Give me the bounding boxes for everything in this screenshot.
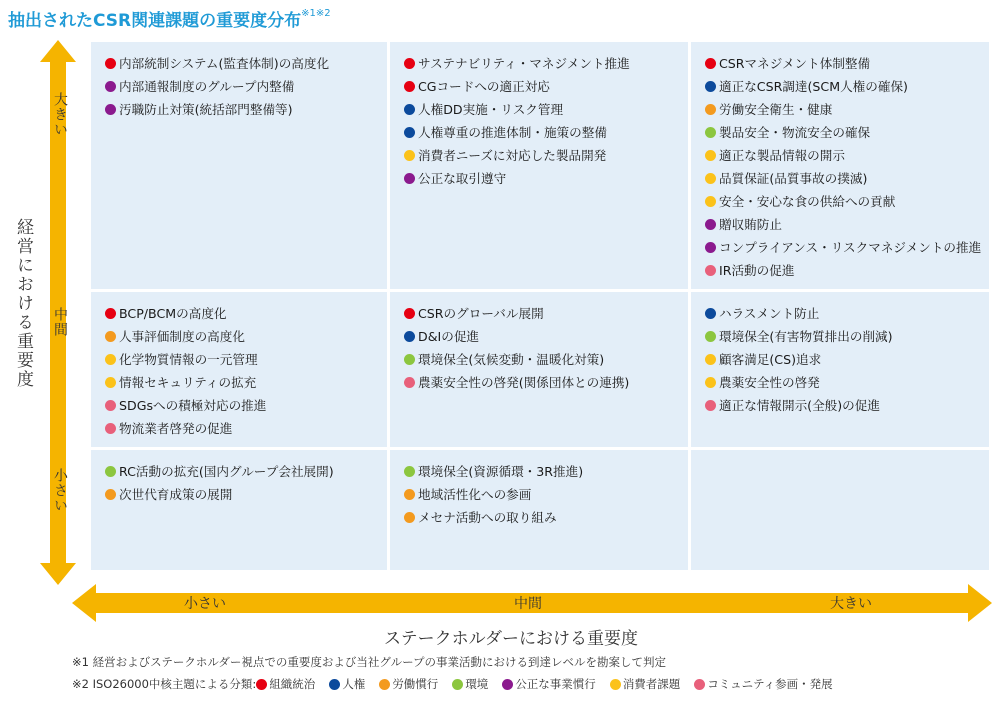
legend-item	[452, 676, 488, 692]
issue-item	[705, 190, 981, 213]
category-dot-icon	[404, 354, 415, 365]
legend-dot-icon	[452, 679, 463, 690]
category-dot-icon	[404, 173, 415, 184]
issue-item	[404, 98, 680, 121]
issue-item	[705, 121, 981, 144]
category-dot-icon	[705, 173, 716, 184]
issue-label: 製品安全・物流安全の確保	[719, 125, 871, 140]
category-dot-icon	[404, 512, 415, 523]
category-dot-icon	[705, 104, 716, 115]
issue-label: 人事評価制度の高度化	[119, 329, 245, 344]
title-text: 抽出されたCSR関連課題の重要度分布	[8, 11, 302, 31]
category-dot-icon	[705, 331, 716, 342]
issue-item	[705, 52, 981, 75]
legend-label: 人権	[342, 677, 366, 691]
issue-item	[105, 460, 379, 483]
y-level-medium: 中間	[52, 307, 68, 337]
category-dot-icon	[105, 104, 116, 115]
issue-item	[105, 302, 379, 325]
issue-label: 内部通報制度のグループ内整備	[119, 79, 295, 94]
legend-item	[502, 676, 596, 692]
footnote-2-prefix: ※2 ISO26000中核主題による分類:	[72, 677, 257, 691]
issue-label: 顧客満足(CS)追求	[719, 352, 822, 367]
issue-label: 人権尊重の推進体制・施策の整備	[418, 125, 607, 140]
category-dot-icon	[404, 308, 415, 319]
issue-label: 次世代育成策の展開	[119, 487, 233, 502]
matrix-cell	[390, 450, 688, 570]
issue-item	[705, 348, 981, 371]
issue-label: 物流業者啓発の促進	[119, 421, 233, 436]
y-axis-title: 経営における重要度	[13, 218, 33, 389]
issue-label: 農薬安全性の啓発	[719, 375, 820, 390]
issue-item	[705, 394, 981, 417]
category-dot-icon	[105, 377, 116, 388]
category-dot-icon	[404, 58, 415, 69]
issue-label: 適正な製品情報の開示	[719, 148, 845, 163]
issue-item	[404, 371, 680, 394]
issue-label: 情報セキュリティの拡充	[119, 375, 257, 390]
category-dot-icon	[105, 489, 116, 500]
category-dot-icon	[404, 331, 415, 342]
x-level-medium: 中間	[514, 596, 542, 612]
category-dot-icon	[404, 104, 415, 115]
issue-item	[404, 144, 680, 167]
footnote-1: ※1 経営およびステークホルダー視点での重要度および当社グループの事業活動における到達レベルを勘案して判定	[72, 655, 666, 669]
matrix-cell	[691, 42, 989, 289]
issue-label: BCP/BCMの高度化	[119, 306, 227, 321]
issue-label: 環境保全(有害物質排出の削減)	[719, 329, 893, 344]
issue-item	[705, 75, 981, 98]
issue-item	[105, 325, 379, 348]
issue-label: コンプライアンス・リスクマネジメントの推進	[719, 240, 982, 255]
issue-label: D&Iの促進	[418, 329, 480, 344]
legend-dot-icon	[256, 679, 267, 690]
legend-label: 公正な事業慣行	[515, 677, 596, 691]
issue-label: ハラスメント防止	[719, 306, 820, 321]
issue-item	[705, 213, 981, 236]
matrix-cell	[91, 292, 387, 447]
issue-item	[105, 348, 379, 371]
importance-matrix	[91, 42, 989, 570]
category-dot-icon	[105, 331, 116, 342]
category-dot-icon	[404, 466, 415, 477]
issue-item	[705, 371, 981, 394]
issue-label: 適正な情報開示(全般)の促進	[719, 398, 880, 413]
issue-item	[705, 236, 981, 259]
issue-label: 環境保全(資源循環・3R推進)	[418, 464, 584, 479]
legend-dot-icon	[694, 679, 705, 690]
category-dot-icon	[105, 58, 116, 69]
issue-label: CGコードへの適正対応	[418, 79, 550, 94]
legend-dot-icon	[610, 679, 621, 690]
category-dot-icon	[705, 242, 716, 253]
issue-label: 内部統制システム(監査体制)の高度化	[119, 56, 330, 71]
footnote-2	[72, 676, 847, 692]
issue-label: 消費者ニーズに対応した製品開発	[418, 148, 607, 163]
issue-item	[105, 98, 379, 121]
legend-item	[610, 676, 681, 692]
matrix-cell	[390, 42, 688, 289]
issue-item	[404, 121, 680, 144]
issue-item	[705, 302, 981, 325]
issue-item	[705, 98, 981, 121]
legend-label: 労働慣行	[392, 677, 439, 691]
issue-item	[404, 75, 680, 98]
x-level-small: 小さい	[184, 596, 226, 612]
category-dot-icon	[404, 150, 415, 161]
issue-label: サステナビリティ・マネジメント推進	[418, 56, 630, 71]
category-dot-icon	[105, 354, 116, 365]
category-dot-icon	[705, 58, 716, 69]
issue-label: 適正なCSR調達(SCM人権の確保)	[719, 79, 908, 94]
issue-label: 公正な取引遵守	[418, 171, 507, 186]
category-dot-icon	[705, 265, 716, 276]
category-dot-icon	[705, 377, 716, 388]
legend-item	[329, 676, 365, 692]
issue-label: IR活動の促進	[719, 263, 795, 278]
category-dot-icon	[705, 81, 716, 92]
issue-item	[404, 460, 680, 483]
issue-item	[404, 302, 680, 325]
category-dot-icon	[705, 196, 716, 207]
issue-label: 化学物質情報の一元管理	[119, 352, 258, 367]
category-dot-icon	[705, 150, 716, 161]
issue-label: 人権DD実施・リスク管理	[418, 102, 564, 117]
issue-label: 地域活性化への参画	[418, 487, 532, 502]
legend-label: 環境	[465, 677, 489, 691]
issue-item	[705, 259, 981, 282]
issue-item	[404, 506, 680, 529]
matrix-cell	[691, 450, 989, 570]
y-level-large: 大きい	[52, 92, 68, 137]
issue-label: RC活動の拡充(国内グループ会社展開)	[119, 464, 334, 479]
issue-label: SDGsへの積極対応の推進	[119, 398, 267, 413]
legend-dot-icon	[329, 679, 340, 690]
title-note: ※1※2	[301, 8, 331, 19]
category-dot-icon	[105, 81, 116, 92]
matrix-cell	[91, 42, 387, 289]
issue-label: 労働安全衛生・健康	[719, 102, 833, 117]
category-dot-icon	[404, 81, 415, 92]
category-dot-icon	[105, 423, 116, 434]
legend-dot-icon	[502, 679, 513, 690]
issue-item	[705, 325, 981, 348]
category-dot-icon	[404, 489, 415, 500]
category-dot-icon	[705, 127, 716, 138]
x-level-large: 大きい	[830, 596, 872, 612]
legend-label: 組織統治	[269, 677, 316, 691]
issue-item	[404, 325, 680, 348]
issue-item	[404, 52, 680, 75]
issue-label: CSRのグローバル展開	[418, 306, 544, 321]
issue-item	[105, 394, 379, 417]
matrix-cell	[91, 450, 387, 570]
category-dot-icon	[105, 466, 116, 477]
category-dot-icon	[105, 400, 116, 411]
issue-item	[105, 417, 379, 440]
category-dot-icon	[105, 308, 116, 319]
category-dot-icon	[404, 127, 415, 138]
page-title	[8, 6, 331, 31]
category-dot-icon	[705, 308, 716, 319]
issue-label: 安全・安心な食の供給への貢献	[719, 194, 896, 209]
issue-item	[105, 75, 379, 98]
issue-label: CSRマネジメント体制整備	[719, 56, 871, 71]
y-level-small: 小さい	[52, 468, 68, 513]
issue-item	[105, 483, 379, 506]
category-dot-icon	[705, 219, 716, 230]
category-dot-icon	[705, 400, 716, 411]
issue-item	[404, 167, 680, 190]
issue-label: 農薬安全性の啓発(関係団体との連携)	[418, 375, 630, 390]
issue-item	[705, 144, 981, 167]
legend-item	[379, 676, 438, 692]
issue-item	[404, 348, 680, 371]
legend-item	[694, 676, 832, 692]
issue-item	[404, 483, 680, 506]
issue-label: 贈収賄防止	[719, 217, 782, 232]
matrix-cell	[691, 292, 989, 447]
issue-label: 汚職防止対策(統括部門整備等)	[119, 102, 293, 117]
legend-label: 消費者課題	[622, 677, 681, 691]
category-dot-icon	[404, 377, 415, 388]
x-axis-title: ステークホルダーにおける重要度	[384, 629, 638, 649]
matrix-cell	[390, 292, 688, 447]
issue-label: 環境保全(気候変動・温暖化対策)	[418, 352, 605, 367]
issue-item	[705, 167, 981, 190]
issue-label: メセナ活動への取り組み	[418, 510, 557, 525]
issue-item	[105, 371, 379, 394]
legend-label: コミュニティ参画・発展	[707, 677, 833, 691]
category-dot-icon	[705, 354, 716, 365]
issue-label: 品質保証(品質事故の撲滅)	[719, 171, 868, 186]
legend-item	[256, 676, 315, 692]
issue-item	[105, 52, 379, 75]
legend-dot-icon	[379, 679, 390, 690]
